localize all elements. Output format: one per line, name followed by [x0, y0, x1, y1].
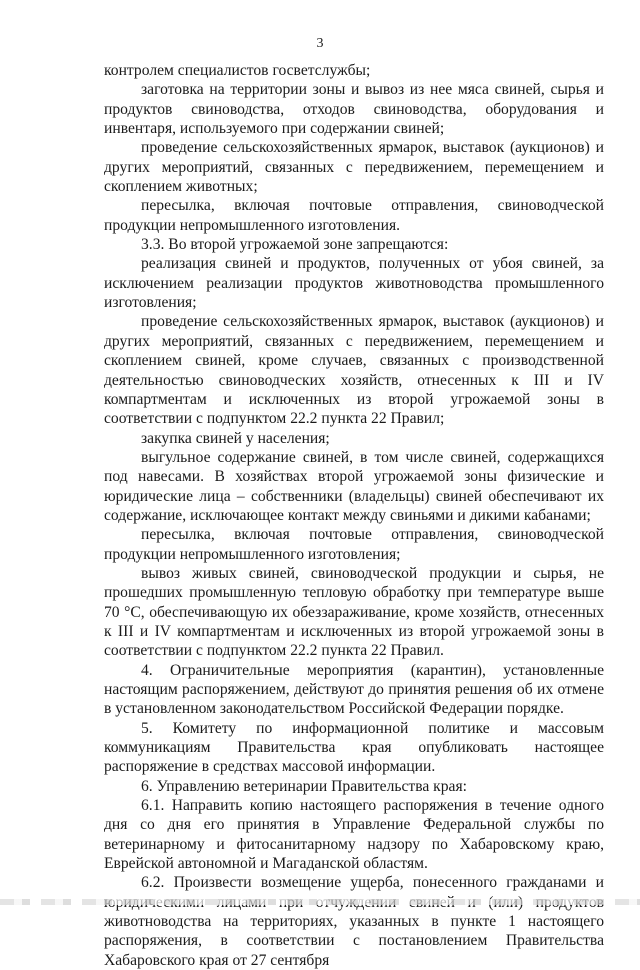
- section-heading: 3.3. Во второй угрожаемой зоне запрещаются:: [141, 236, 449, 254]
- paragraph: проведение сельскохозяйственных ярмарок, выставок (аукционов) и других мероприятий, связанных с передвижением, перемещением и скоплением свиней, кроме случаев, связанных с производственной деятельностью свиноводческих хозяйств, отнесенных к III и IV компартментам и исключенных из второй угрожаемой зоны в соответствии с подпунктом 22.2 пункта 22 Правил;: [104, 313, 604, 428]
- document-body: [104, 61, 604, 970]
- paragraph: 4. Ограничительные мероприятия (карантин), установленные настоящим распоряжением, действуют до принятия решения об их отмене в установленном законодательством Российской Федерации порядке.: [104, 661, 604, 718]
- paragraph: пересылка, включая почтовые отправления, свиноводческой продукции непромышленного изготовления.: [104, 197, 604, 234]
- paragraph: контролем специалистов госветслужбы;: [104, 62, 371, 79]
- paragraph: проведение сельскохозяйственных ярмарок, выставок (аукционов) и других мероприятий, связанных с передвижением, перемещением и скоплением животных;: [104, 139, 604, 196]
- scan-artifact: [0, 899, 640, 905]
- paragraph: реализация свиней и продуктов, полученных от убоя свиней, за исключением реализации продуктов животноводства промышленного изготовления;: [104, 255, 604, 312]
- paragraph: вывоз живых свиней, свиноводческой продукции и сырья, не прошедших промышленную тепловую обработку при температуре выше 70 °C, обеспечивающую их обеззараживание, кроме хозяйств, отнесенных к III и IV компартментам и исключенных из второй угрожаемой зоны в соответствии с подпунктом 22.2 пункта 22 Правил.: [104, 564, 604, 660]
- paragraph: выгульное содержание свиней, в том числе свиней, содержащихся под навесами. В хозяйствах второй угрожаемой зоны физические и юридические лица – собственники (владельцы) свиней обеспечивают их содержание, исключающее контакт между свиньями и дикими кабанами;: [104, 448, 604, 524]
- paragraph: 5. Комитету по информационной политике и массовым коммуникациям Правительства края опубликовать настоящее распоряжение в средствах массовой информации.: [104, 719, 604, 776]
- paragraph: 6.2. Произвести возмещение ущерба, понесенного гражданами и животноводства на территориях, указанных в пункте 1 настоящего распоряжения, в соответствии с постановлением Правительства Хабаровского края от 27 сентября: [104, 874, 604, 969]
- paragraph: 6.1. Направить копию настоящего распоряжения в течение одного дня со дня его принятия в Управление Федеральной службы по ветеринарному и фитосанитарному надзору по Хабаровскому краю, Еврейской автономной и Магаданской областям.: [104, 797, 604, 873]
- paragraph: 6. Управлению ветеринарии Правительства края:: [141, 777, 467, 795]
- paragraph: заготовка на территории зоны и вывоз из нее мяса свиней, сырья и продуктов свиноводства, отходов свиноводства, оборудования и инвентаря, используемого при содержании свиней;: [104, 81, 604, 138]
- paragraph: пересылка, включая почтовые отправления, свиноводческой продукции непромышленного изготовления;: [104, 526, 604, 563]
- paragraph: закупка свиней у населения;: [141, 429, 330, 447]
- page-number: 3: [316, 36, 324, 51]
